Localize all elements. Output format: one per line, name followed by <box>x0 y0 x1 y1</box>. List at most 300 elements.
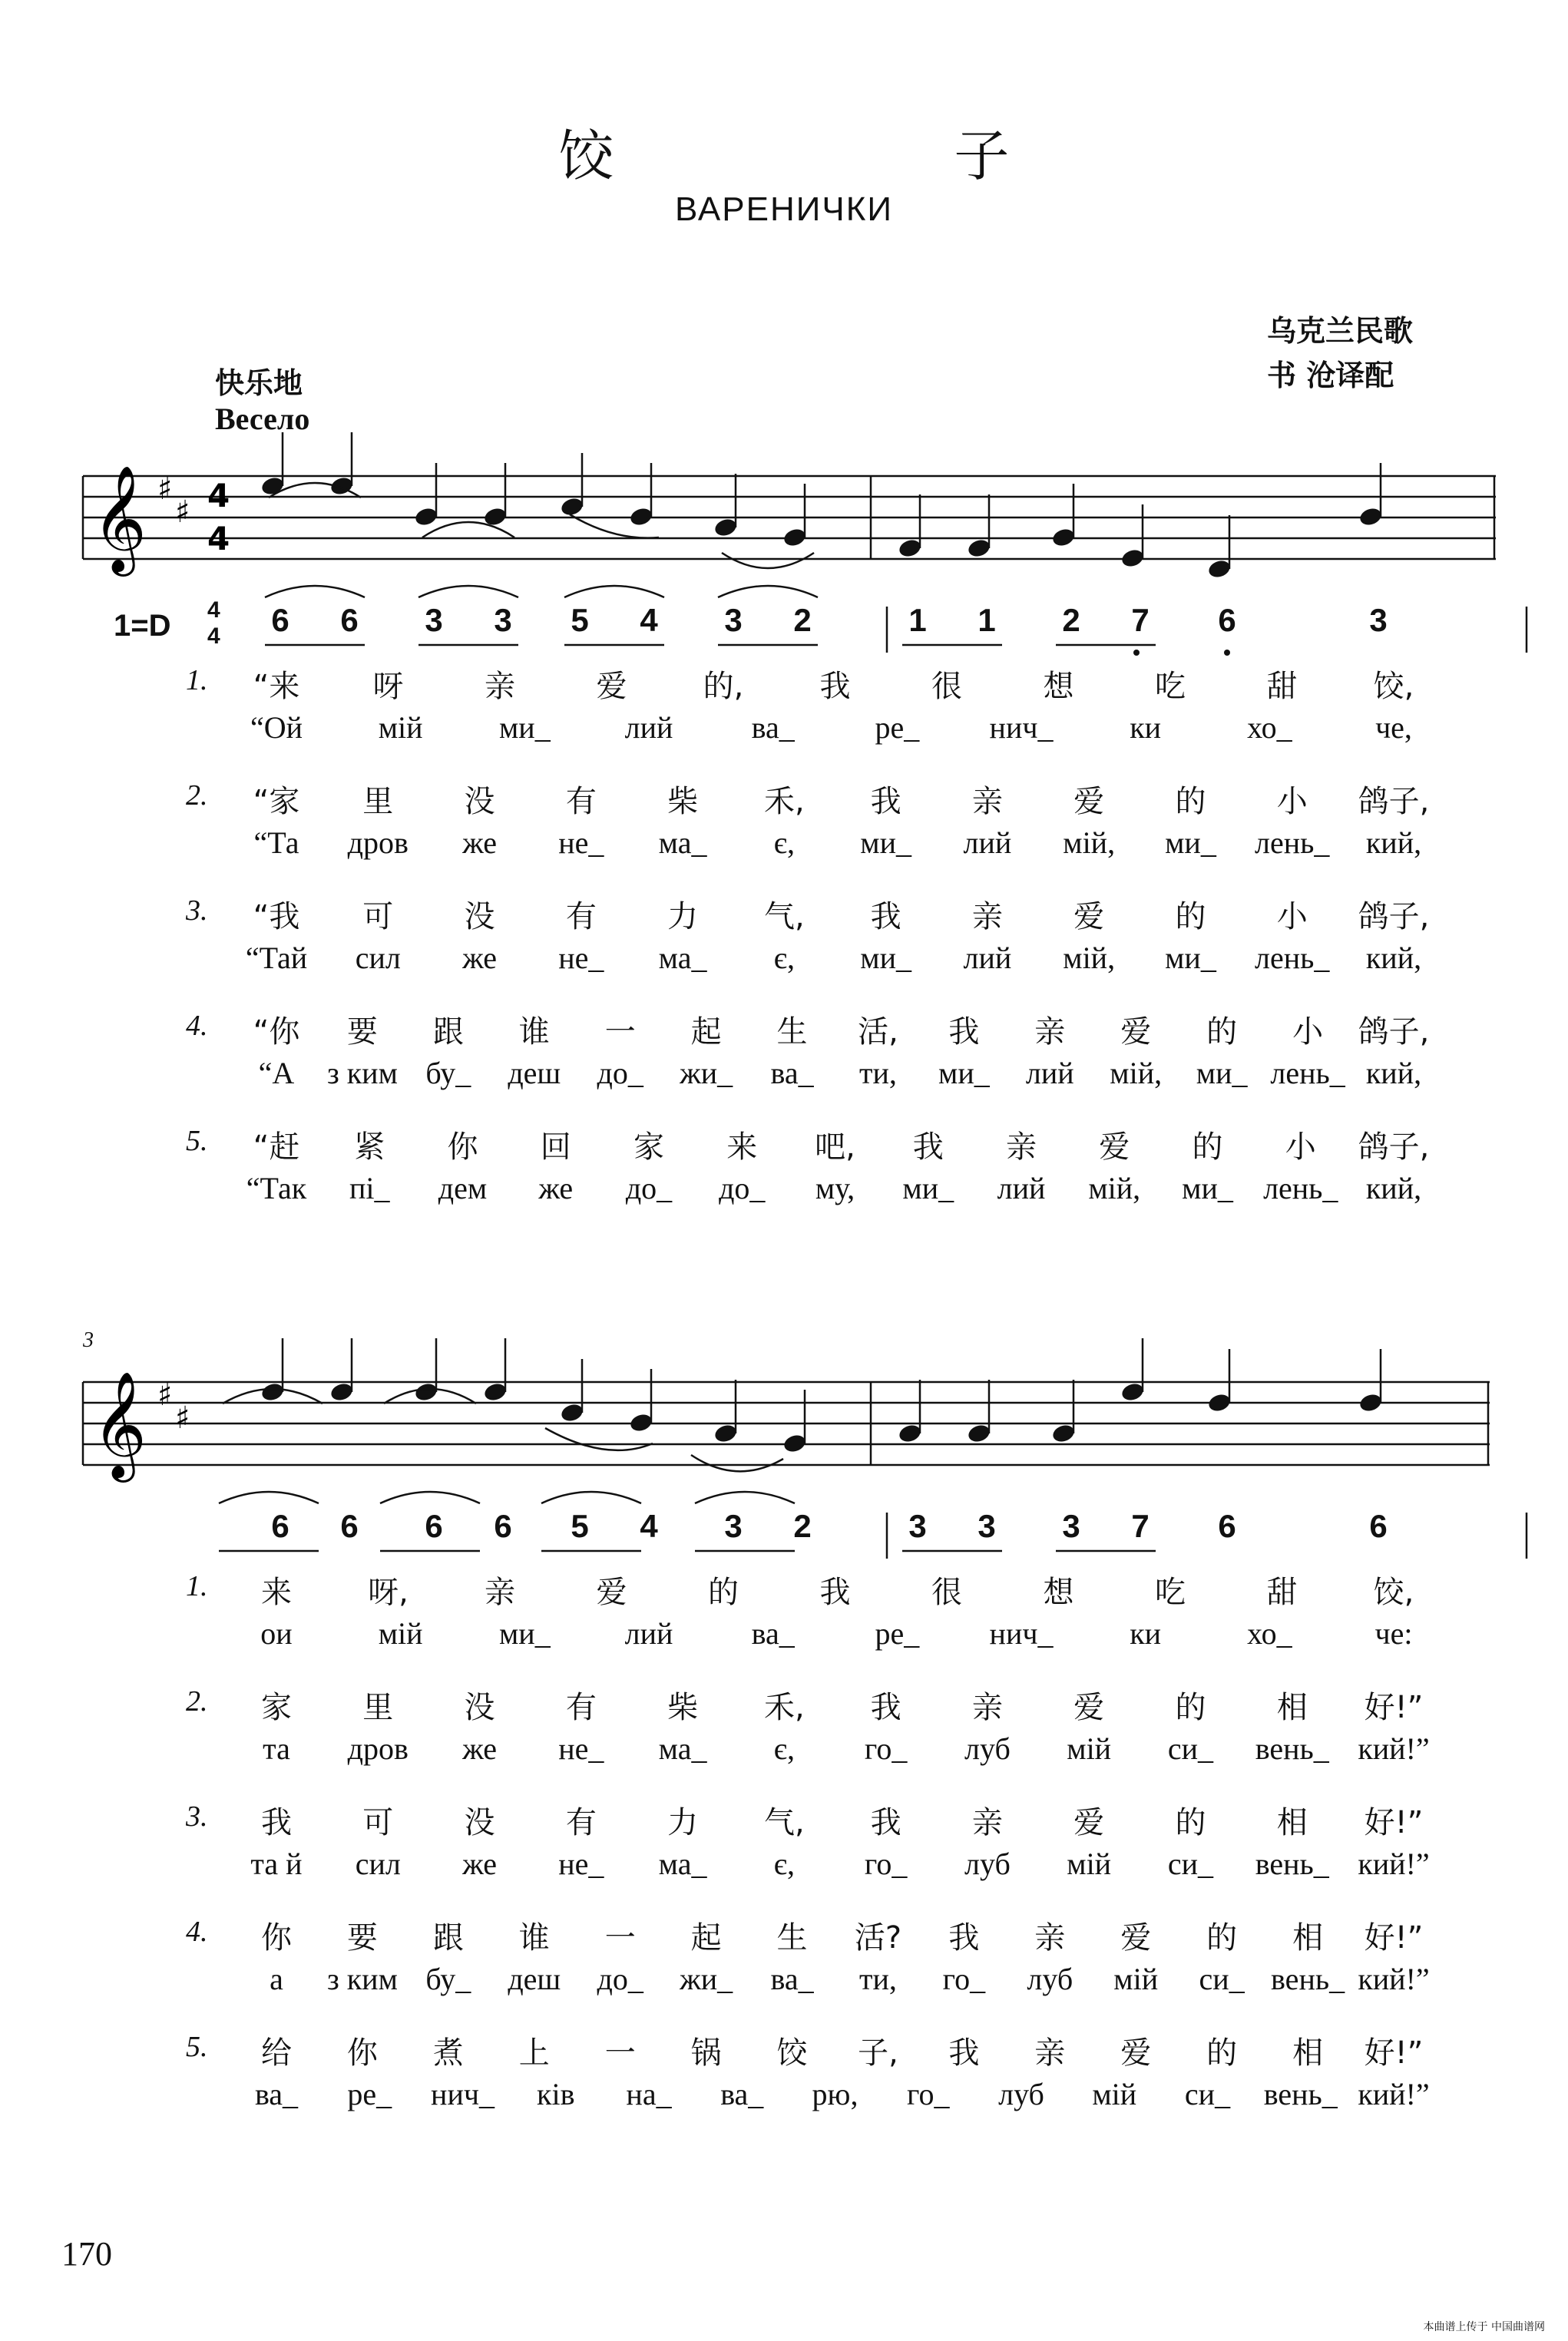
lyric-syllable: рю, <box>812 2077 858 2111</box>
lyric-syllable: 爱 <box>1073 899 1105 934</box>
lyric-syllable: 我 <box>819 669 851 704</box>
lyric-syllable: ми_ <box>938 1056 990 1090</box>
lyric-syllable: че: <box>1374 1616 1413 1651</box>
lyric-syllable: не_ <box>558 825 604 860</box>
lyric-syllable: 的 <box>1175 1690 1206 1725</box>
lyric-syllable: 爱 <box>596 669 627 704</box>
lyric-syllable: нич_ <box>431 2077 495 2111</box>
verse-number: 1. <box>186 1570 208 1602</box>
lyric-syllable: 小 <box>1276 899 1308 934</box>
lyric-syllable: лий <box>1025 1056 1074 1090</box>
lyric-syllable: 一 <box>604 2035 636 2071</box>
notehead <box>1206 1392 1232 1414</box>
credit-translator: 书 沧译配 <box>1267 359 1394 392</box>
lyric-syllable: 呀 <box>372 669 404 704</box>
number-note: 3 <box>1062 1508 1080 1544</box>
lyric-syllable: 没 <box>464 1690 495 1725</box>
lyric-syllable: мій <box>1067 1731 1112 1766</box>
lyric-syllable: 禾, <box>764 1690 805 1725</box>
lyric-syllable: 鸽子, <box>1358 1129 1430 1165</box>
lyric-syllable: 我 <box>261 1805 292 1840</box>
lyric-syllable: 亲 <box>1034 2035 1066 2071</box>
lyric-syllable: не_ <box>558 1847 604 1881</box>
lyric-syllable: 的 <box>1206 1920 1238 1956</box>
lyric-syllable: ми_ <box>1165 941 1216 975</box>
verse-number: 3. <box>186 1800 208 1833</box>
lyric-syllable: мій, <box>1110 1056 1163 1090</box>
notehead <box>897 537 922 559</box>
lyric-syllable: 有 <box>565 784 597 819</box>
lyric-syllable: ми_ <box>1182 1171 1233 1205</box>
lyric-syllable: мій, <box>1063 825 1116 860</box>
lyric-syllable: 想 <box>1043 669 1074 704</box>
lyric-syllable: 我 <box>948 1014 980 1050</box>
lyric-syllable: 爱 <box>1120 2035 1152 2071</box>
verse-number: 5. <box>186 1125 208 1157</box>
lyric-syllable: 要 <box>346 1920 378 1956</box>
lyric-syllable: хо_ <box>1247 710 1292 745</box>
lyric-syllable: 的 <box>1175 899 1206 934</box>
sharp-1a: ♯ <box>157 471 173 507</box>
staff-1 <box>83 476 1496 559</box>
lyric-syllable: ва_ <box>770 1962 814 1996</box>
number-note: 3 <box>908 1508 927 1544</box>
lyric-syllable: 锅 <box>690 2035 722 2071</box>
lyric-syllable: 饺, <box>1373 1575 1414 1610</box>
lyric-syllable: 回 <box>540 1129 571 1165</box>
lyric-syllable: 力 <box>667 899 699 934</box>
lyric-syllable: 我 <box>870 1805 901 1840</box>
lyric-syllable: 家 <box>633 1129 664 1165</box>
notehead <box>1120 1381 1145 1403</box>
lyric-syllable: 来 <box>726 1129 758 1165</box>
notehead <box>628 1412 653 1433</box>
lyric-syllable: 爱 <box>596 1575 627 1610</box>
lyric-syllable: ми_ <box>860 825 911 860</box>
lyric-syllable: вень_ <box>1255 1731 1329 1766</box>
notes-staff-2 <box>260 1338 1383 1454</box>
lyric-syllable: мій <box>1067 1847 1112 1881</box>
lyric-syllable: кий, <box>1365 1056 1422 1090</box>
lyric-syllable: 我 <box>870 1690 901 1725</box>
number-note: 1 <box>978 602 996 638</box>
lyric-syllable: 亲 <box>971 1805 1003 1840</box>
lyric-syllable: вень_ <box>1263 2077 1338 2111</box>
lyric-syllable: 起 <box>690 1920 722 1956</box>
notehead <box>1358 506 1383 527</box>
lyric-syllable: 禾, <box>764 784 805 819</box>
lyric-syllable: ки <box>1130 710 1162 745</box>
lyric-syllable: 吃 <box>1155 1575 1186 1610</box>
lyric-syllable: 气, <box>764 1805 805 1840</box>
lyric-syllable: ва_ <box>751 1616 795 1651</box>
lyric-syllable: нич_ <box>989 710 1054 745</box>
lyric-syllable: 爱 <box>1120 1920 1152 1956</box>
lyric-syllable: деш <box>508 1056 561 1090</box>
lyric-syllable: же <box>462 825 497 860</box>
slurs-staff-2 <box>223 1389 783 1471</box>
number-note: 2 <box>793 602 812 638</box>
lyric-syllable: до_ <box>719 1171 766 1205</box>
lyric-syllable: ми_ <box>860 941 911 975</box>
lyric-syllable: 的 <box>1206 1014 1238 1050</box>
lyric-syllable: го_ <box>942 1962 986 1996</box>
number-note: 6 <box>1218 602 1236 638</box>
lyric-syllable: 有 <box>565 899 597 934</box>
lyric-syllable: мій <box>1092 2077 1137 2111</box>
lyric-syllable: бу_ <box>425 1056 471 1090</box>
lyric-syllable: 紧 <box>354 1129 385 1165</box>
lyric-syllable: му, <box>815 1171 855 1205</box>
lyric-syllable: 生 <box>776 1920 808 1956</box>
lyric-syllable: лий <box>963 825 1012 860</box>
lyric-syllable: лий <box>624 1616 673 1651</box>
number-note: 3 <box>1369 602 1388 638</box>
lyric-syllable: 可 <box>362 899 394 934</box>
lyric-syllable: сил <box>355 941 401 975</box>
lyric-syllable: є, <box>773 941 795 975</box>
lyric-syllable: лень_ <box>1263 1171 1338 1205</box>
lyric-syllable: 来 <box>261 1575 292 1610</box>
lyric-syllable: жи_ <box>680 1056 733 1090</box>
lyric-syllable: нич_ <box>989 1616 1054 1651</box>
notehead <box>713 1423 738 1444</box>
lyric-syllable: 亲 <box>971 899 1003 934</box>
lyric-syllable: 好!” <box>1364 1920 1424 1956</box>
number-note: 6 <box>1218 1508 1236 1544</box>
lyric-syllable: ре_ <box>347 2077 392 2111</box>
lyric-syllable: 里 <box>362 1690 394 1725</box>
key-label: 1=D <box>114 609 171 643</box>
lyric-syllable: “Ой <box>250 710 303 745</box>
lyric-syllable: вень_ <box>1255 1847 1329 1881</box>
lyric-syllable: 爱 <box>1073 784 1105 819</box>
lyric-syllable: луб <box>1027 1962 1073 1996</box>
lyric-syllable: 家 <box>261 1690 292 1725</box>
lyric-syllable: го_ <box>864 1847 908 1881</box>
lyric-syllable: бу_ <box>425 1962 471 1996</box>
lyric-syllable: 很 <box>931 1575 962 1610</box>
lyric-syllable: 一 <box>604 1014 636 1050</box>
lyric-syllable: 活, <box>858 1014 898 1050</box>
number-note: 7 <box>1131 1508 1150 1544</box>
lyric-syllable: кий!” <box>1358 2077 1430 2111</box>
lyric-syllable: “А <box>258 1056 295 1090</box>
number-note: 4 <box>640 1508 658 1544</box>
key-time-bottom: 4 <box>207 623 220 649</box>
lyric-syllable: 想 <box>1043 1575 1074 1610</box>
lyric-syllable: ми_ <box>1196 1056 1248 1090</box>
lyric-syllable: ма_ <box>658 825 707 860</box>
lyric-syllable: не_ <box>558 941 604 975</box>
notehead <box>413 1381 438 1403</box>
lyric-syllable: 我 <box>870 899 901 934</box>
lyric-syllable: ма_ <box>658 1731 707 1766</box>
time-sig-top: 4 <box>207 477 230 514</box>
lyric-syllable: на_ <box>626 2077 672 2111</box>
lyric-syllable: ми_ <box>498 1616 551 1651</box>
verse-number: 5. <box>186 2031 208 2063</box>
number-note: 6 <box>1369 1508 1388 1544</box>
verse-number: 2. <box>186 1685 208 1718</box>
lyric-syllable: 跟 <box>432 1920 464 1956</box>
lyric-syllable: 亲 <box>485 669 515 704</box>
lyric-syllable: “Та <box>253 825 299 860</box>
staff-2 <box>83 1382 1490 1465</box>
notehead <box>329 1381 354 1403</box>
lyric-syllable: 相 <box>1276 1805 1308 1840</box>
lyric-syllable: 鸽子, <box>1358 1014 1430 1050</box>
number-note: 3 <box>978 1508 996 1544</box>
lyric-syllable: “来 <box>253 669 300 704</box>
lyric-syllable: “你 <box>253 1014 300 1050</box>
number-note: 2 <box>1062 602 1080 638</box>
lyric-syllable: дров <box>347 825 409 860</box>
lyric-syllable: “家 <box>253 784 300 819</box>
lyric-syllable: 饺 <box>776 2035 808 2071</box>
lyric-syllable: мій <box>378 1616 423 1651</box>
lyric-syllable: лень_ <box>1270 1056 1345 1090</box>
lyric-syllable: 亲 <box>1034 1014 1066 1050</box>
lyric-syllable: 我 <box>870 784 901 819</box>
lyric-syllable: 很 <box>931 669 962 704</box>
number-note: 2 <box>793 1508 812 1544</box>
lyric-syllable: 我 <box>948 2035 980 2071</box>
lyric-syllable: же <box>462 1847 497 1881</box>
lyric-syllable: кий, <box>1365 941 1422 975</box>
lyric-syllable: дем <box>438 1171 488 1205</box>
lyric-syllable: ва_ <box>751 710 795 745</box>
lyric-syllable: го_ <box>907 2077 950 2111</box>
lyric-syllable: 子, <box>858 2035 898 2071</box>
notehead <box>559 1402 584 1423</box>
lyric-syllable: 的 <box>1192 1129 1223 1165</box>
lyric-syllable: 的 <box>1175 1805 1206 1840</box>
sharp-1b: ♯ <box>175 494 190 530</box>
number-note: 6 <box>494 1508 512 1544</box>
lyric-syllable: си_ <box>1167 1731 1214 1766</box>
number-note: 5 <box>571 602 589 638</box>
lyric-syllable: 气, <box>764 899 805 934</box>
lyric-syllable: пі_ <box>349 1171 390 1205</box>
number-note: 5 <box>571 1508 589 1544</box>
notes-staff-1 <box>260 432 1383 580</box>
lyric-syllable: ва_ <box>770 1056 814 1090</box>
lyric-syllable: же <box>538 1171 574 1205</box>
lyric-syllable: ми_ <box>1165 825 1216 860</box>
lyric-syllable: ма_ <box>658 1847 707 1881</box>
lyric-syllable: до_ <box>625 1171 673 1205</box>
lyric-syllable: луб <box>964 1731 1011 1766</box>
lyric-syllable: не_ <box>558 1731 604 1766</box>
notehead <box>713 517 738 538</box>
lyric-syllable: 亲 <box>485 1575 515 1610</box>
lyric-syllable: че, <box>1375 710 1412 745</box>
lyric-syllable: мій, <box>1088 1171 1141 1205</box>
lyric-syllable: 吧, <box>815 1129 855 1165</box>
lyric-syllable: 生 <box>776 1014 808 1050</box>
number-note: 6 <box>271 1508 289 1544</box>
lyric-syllable: 好!” <box>1364 1690 1424 1725</box>
lyric-syllable: ре_ <box>875 1616 920 1651</box>
lyric-syllable: лий <box>963 941 1012 975</box>
lyric-syllable: “Так <box>246 1171 307 1205</box>
verse-number: 2. <box>186 779 208 812</box>
lyric-syllable: 爱 <box>1099 1129 1130 1165</box>
lyric-syllable: 柴 <box>667 1690 699 1725</box>
lyric-syllable: 的 <box>1206 2035 1238 2071</box>
lyric-syllable: 相 <box>1292 2035 1324 2071</box>
lyric-syllable: 亲 <box>971 1690 1003 1725</box>
lyric-syllable: кий!” <box>1358 1731 1430 1766</box>
verse-number: 4. <box>186 1916 208 1948</box>
lyric-syllable: 鸽子, <box>1358 899 1430 934</box>
lyric-syllable: же <box>462 941 497 975</box>
lyric-syllable: си_ <box>1167 1847 1214 1881</box>
lyric-syllable: же <box>462 1731 497 1766</box>
lyric-syllable: 我 <box>948 1920 980 1956</box>
song-title: 饺 子 <box>558 124 1171 188</box>
lyric-syllable: 跟 <box>432 1014 464 1050</box>
lyric-syllable: 我 <box>912 1129 944 1165</box>
lyric-syllable: та <box>263 1731 290 1766</box>
lyric-syllable: 亲 <box>1034 1920 1066 1956</box>
verse-number: 1. <box>186 664 208 696</box>
lyric-syllable: 呀, <box>368 1575 409 1610</box>
lyric-syllable: з ким <box>326 1962 398 1996</box>
lyric-syllable: а <box>270 1962 283 1996</box>
lyric-syllable: 一 <box>604 1920 636 1956</box>
lyric-syllable: 相 <box>1276 1690 1308 1725</box>
song-subtitle: ВАРЕНИЧКИ <box>675 190 893 228</box>
treble-clef-1: 𝄞 <box>92 465 147 572</box>
time-sig-bottom: 4 <box>207 520 230 557</box>
notehead <box>260 475 285 497</box>
lyric-syllable: 相 <box>1292 1920 1324 1956</box>
lyric-syllable: 亲 <box>971 784 1003 819</box>
lyric-syllable: ми_ <box>902 1171 954 1205</box>
lyric-syllable: 好!” <box>1364 1805 1424 1840</box>
number-note: 3 <box>494 602 512 638</box>
lyric-syllable: 小 <box>1285 1129 1316 1165</box>
number-note: 6 <box>271 602 289 638</box>
lyric-syllable: “赶 <box>253 1129 300 1165</box>
lyric-syllable: 有 <box>565 1690 597 1725</box>
lyric-syllable: до_ <box>597 1056 643 1090</box>
lyric-syllable: 饺, <box>1373 669 1414 704</box>
lyric-syllable: лий <box>624 710 673 745</box>
page-number: 170 <box>61 2235 112 2273</box>
lyric-syllable: 没 <box>464 1805 495 1840</box>
notehead <box>1050 1423 1076 1444</box>
notehead <box>1206 558 1232 580</box>
lyric-syllable: до_ <box>597 1962 643 1996</box>
notehead <box>260 1381 285 1403</box>
lyric-syllable: 小 <box>1276 784 1308 819</box>
credit-origin: 乌克兰民歌 <box>1267 314 1414 348</box>
lyric-syllable: 煮 <box>432 2035 464 2071</box>
lyric-syllable: го_ <box>864 1731 908 1766</box>
lyric-syllable: 甜 <box>1266 1575 1298 1610</box>
lyric-syllable: сил <box>355 1847 401 1881</box>
notehead <box>1358 1392 1383 1414</box>
sharp-2b: ♯ <box>175 1400 190 1436</box>
lyric-syllable: 要 <box>346 1014 378 1050</box>
lyric-syllable: ків <box>537 2077 575 2111</box>
lyric-syllable: 谁 <box>518 1920 550 1956</box>
verse-number: 3. <box>186 894 208 927</box>
lyric-syllable: ти, <box>859 1962 897 1996</box>
lyric-syllable: ки <box>1130 1616 1162 1651</box>
number-slurs-1 <box>265 586 818 597</box>
notehead <box>897 1423 922 1444</box>
number-note: 3 <box>724 1508 743 1544</box>
number-note: 4 <box>640 602 658 638</box>
measure-number-3: 3 <box>83 1328 94 1352</box>
number-note: 7 <box>1131 602 1150 638</box>
lyric-syllable: луб <box>998 2077 1044 2111</box>
lyric-syllable: ва_ <box>254 2077 299 2111</box>
lyric-syllable: 柴 <box>667 784 699 819</box>
notehead <box>966 537 991 559</box>
lyric-syllable: ми_ <box>498 710 551 745</box>
lyric-syllable: 上 <box>518 2035 550 2071</box>
lyric-syllable: 谁 <box>518 1014 550 1050</box>
number-note: 3 <box>724 602 743 638</box>
lyric-syllable: 爱 <box>1073 1805 1105 1840</box>
lyric-syllable: 给 <box>261 2035 292 2071</box>
lyric-syllable: “Тай <box>245 941 308 975</box>
lyric-syllable: ти, <box>859 1056 897 1090</box>
lyric-syllable: та й <box>250 1847 303 1881</box>
number-note: 3 <box>425 602 443 638</box>
lyric-syllable: 你 <box>261 1920 292 1956</box>
notehead <box>782 527 807 548</box>
sharp-2a: ♯ <box>157 1377 173 1413</box>
number-note: 6 <box>425 1508 443 1544</box>
tempo-russian: Весело <box>215 402 310 436</box>
lyric-syllable: лий <box>997 1171 1046 1205</box>
lyric-syllable: ре_ <box>875 710 920 745</box>
lyric-syllable: 好!” <box>1364 2035 1424 2071</box>
treble-clef-2: 𝄞 <box>92 1371 147 1478</box>
notehead <box>1050 527 1076 548</box>
notehead <box>966 1423 991 1444</box>
lyric-syllable: 活? <box>854 1920 902 1956</box>
lyric-syllable: 的 <box>708 1575 739 1610</box>
lyric-syllable: 没 <box>464 784 495 819</box>
lyric-syllable: 我 <box>819 1575 851 1610</box>
notehead <box>482 1381 508 1403</box>
notehead <box>782 1433 807 1454</box>
lyric-syllable: 的, <box>703 669 744 704</box>
lyric-syllable: ма_ <box>658 941 707 975</box>
lyric-syllable: мій <box>378 710 423 745</box>
lyric-syllable: 有 <box>565 1805 597 1840</box>
lyric-syllable: мій <box>1113 1962 1159 1996</box>
tempo-chinese: 快乐地 <box>215 366 303 400</box>
lyric-syllable: кий, <box>1365 825 1422 860</box>
lyric-syllable: 吃 <box>1155 669 1186 704</box>
lyric-syllable: 你 <box>447 1129 478 1165</box>
lyric-syllable: 里 <box>362 784 394 819</box>
lyric-syllable: є, <box>773 825 795 860</box>
lyric-syllable: 爱 <box>1073 1690 1105 1725</box>
lyric-syllable: си_ <box>1184 2077 1231 2111</box>
notehead <box>559 496 584 517</box>
lyric-syllable: 你 <box>346 2035 378 2071</box>
lyric-syllable: хо_ <box>1247 1616 1292 1651</box>
